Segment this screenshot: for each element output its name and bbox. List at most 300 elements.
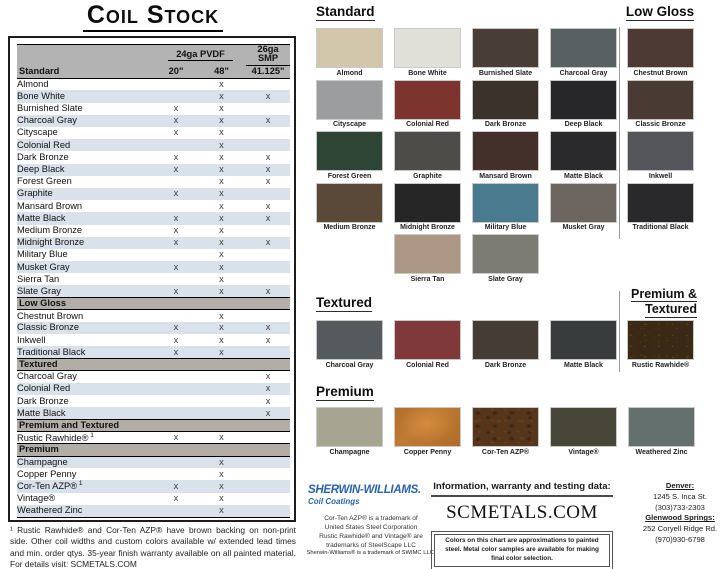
color-name-cell: Cor-Ten AZP® $^1$: [17, 480, 155, 492]
table-row: [17, 90, 290, 102]
table-row: [17, 371, 290, 383]
availability-mark-cell: x: [265, 200, 271, 211]
color-swatch: [472, 407, 539, 447]
color-name-cell: Military Blue: [17, 249, 68, 260]
color-swatch: [550, 320, 617, 360]
page-title-wrap: [8, 1, 298, 32]
availability-mark-cell: x: [246, 407, 290, 419]
availability-mark-cell: x: [246, 285, 290, 297]
color-swatch: [472, 234, 539, 274]
availability-mark-cell: [246, 432, 290, 444]
swatch-cell: [472, 234, 539, 283]
availability-mark-cell: x: [173, 103, 179, 114]
table-row: [17, 407, 290, 419]
swatch-cell: [394, 407, 461, 456]
location-city: Glenwood Springs:: [645, 513, 715, 523]
color-swatch: [394, 234, 461, 274]
availability-mark-cell: x: [155, 188, 197, 200]
color-swatch: [316, 131, 383, 171]
availability-mark-cell: [155, 90, 197, 102]
availability-mark-cell: [155, 371, 197, 383]
availability-mark-cell: x: [197, 261, 246, 273]
color-swatch: [394, 320, 461, 360]
swatch-label: Colonial Red: [406, 121, 449, 128]
color-swatch: [627, 131, 694, 171]
availability-mark-cell: x: [219, 468, 224, 479]
color-disclaimer-box: Colors on this chart are approximations to painted steel. Metal color samples are available for making final color selection.: [431, 531, 613, 569]
availability-mark-cell: x: [246, 383, 290, 395]
availability-mark-cell: [197, 383, 246, 395]
availability-mark-cell: x: [155, 285, 197, 297]
table-row: [17, 127, 290, 139]
color-name-cell: Bone White: [17, 90, 155, 102]
section-heading-low-gloss: Low Gloss: [625, 4, 695, 19]
swatch-cell: [472, 80, 539, 129]
availability-mark-cell: x: [155, 115, 197, 127]
color-swatch: [472, 131, 539, 171]
swatch-cell: [316, 320, 383, 369]
table-row: [17, 432, 290, 444]
swatch-cell: [627, 80, 694, 129]
swatch-label: Almond: [336, 69, 363, 77]
availability-mark-cell: x: [197, 237, 246, 249]
availability-mark-cell: [197, 371, 246, 383]
availability-mark-cell: x: [155, 237, 197, 249]
color-name-cell: Classic Bronze: [17, 322, 155, 334]
swatch-label: Dark Bronze: [484, 121, 527, 128]
swatch-cell: [550, 320, 617, 369]
swatch-label: Cityscape: [332, 121, 367, 128]
availability-mark-cell: [246, 346, 290, 358]
swatch-cell: [550, 131, 617, 180]
color-swatch: [316, 407, 383, 447]
swatch-label: Charcoal Gray: [559, 69, 608, 77]
swatch-label: Weathered Zinc: [635, 448, 688, 456]
swatch-cell: [394, 183, 461, 232]
location-address: 1245 S. Inca St.: [652, 491, 708, 501]
swatch-cell: [472, 407, 539, 456]
swatch-cell: [472, 28, 539, 77]
availability-mark-cell: x: [265, 334, 271, 345]
swatch-label: Dark Bronze: [484, 361, 527, 369]
table-row: [17, 505, 290, 517]
table-section-row: Low Gloss: [17, 298, 290, 310]
swatch-label: Deep Black: [564, 121, 603, 128]
section-heading-premium-textured: Premium & Textured: [631, 287, 697, 317]
availability-mark-cell: [246, 188, 290, 200]
availability-mark-cell: [246, 127, 290, 139]
availability-mark-cell: x: [219, 249, 224, 260]
availability-mark-cell: x: [155, 322, 197, 334]
premium-swatch-grid: [316, 407, 695, 456]
availability-mark-cell: x: [197, 505, 246, 517]
section-header-standard: Standard: [17, 66, 155, 78]
width-header-41: 41.125": [246, 66, 290, 78]
availability-mark-cell: [246, 78, 290, 90]
color-swatch: [627, 80, 694, 120]
footnote-text: ¹ Rustic Rawhide® and Cor-Ten AZP® have brown backing on non-print side. Other coil widths and custom colors available w/ extended lead times and min. order qtys. 35-year finish warranty available on all painted material. For details visit: SCMETALS.COM: [10, 525, 296, 569]
swatch-cell: [550, 407, 617, 456]
vertical-divider: [619, 27, 620, 239]
availability-mark-cell: x: [246, 115, 290, 127]
color-name-cell: Traditional Black: [17, 346, 155, 358]
swatch-label: Forest Green: [327, 172, 372, 180]
group-header-pvdf: 24ga PVDF: [155, 45, 246, 67]
color-swatch: [394, 407, 461, 447]
availability-mark-cell: x: [197, 188, 246, 200]
swatch-label: Graphite: [413, 172, 442, 180]
swatch-cell: [472, 320, 539, 369]
locations-block: [640, 481, 720, 546]
availability-mark-cell: x: [265, 395, 271, 406]
availability-mark-cell: x: [155, 212, 197, 224]
availability-mark-cell: x: [197, 456, 246, 468]
color-name-cell: Colonial Red: [17, 383, 155, 395]
color-swatch: [472, 320, 539, 360]
table-row: [17, 480, 290, 492]
swatch-cell: [627, 28, 694, 77]
availability-mark-cell: x: [155, 346, 197, 358]
table-row: [17, 237, 290, 249]
location-denver: [640, 481, 720, 513]
swatch-label: Classic Bronze: [635, 121, 686, 128]
color-name-cell: Inkwell: [17, 334, 46, 345]
color-name-cell: Chestnut Brown: [17, 310, 84, 321]
availability-mark-cell: [246, 480, 290, 492]
availability-mark-cell: x: [219, 103, 224, 114]
color-swatch: [550, 183, 617, 223]
color-swatch: [316, 320, 383, 360]
availability-mark-cell: x: [197, 346, 246, 358]
color-name-cell: Colonial Red: [17, 139, 155, 151]
swatch-cell: [316, 183, 383, 232]
availability-mark-cell: x: [265, 371, 271, 382]
availability-mark-cell: [246, 310, 290, 322]
swatch-cell: [316, 131, 383, 180]
color-name-cell: Champagne: [17, 456, 155, 468]
location-address: 252 Coryell Ridge Rd.: [642, 524, 718, 534]
location-glenwood-springs: [640, 513, 720, 545]
availability-mark-cell: x: [173, 334, 179, 345]
color-name-cell: Forest Green: [17, 176, 72, 187]
table-group-header-row: [17, 45, 290, 67]
location-phone: (970)930-6798: [655, 534, 705, 544]
table-row: [17, 225, 290, 237]
table-row: [17, 249, 290, 261]
table-row: [17, 212, 290, 224]
swimc-trademark-line: Sherwin-Williams® is a trademark of SWIMC LLC.: [306, 550, 436, 556]
availability-mark-cell: x: [219, 310, 224, 321]
availability-mark-cell: x: [265, 151, 271, 162]
color-name-cell: Charcoal Gray: [17, 115, 155, 127]
availability-mark-cell: [155, 505, 197, 517]
swatch-cell: [472, 183, 539, 232]
vertical-divider: [619, 291, 620, 372]
availability-mark-cell: x: [155, 261, 197, 273]
swatch-label: Cor-Ten AZP®: [481, 448, 530, 456]
swatch-label: Matte Black: [564, 361, 603, 369]
color-name-cell: Matte Black: [17, 407, 155, 419]
availability-mark-cell: [155, 407, 197, 419]
availability-mark-cell: [246, 103, 290, 115]
location-city: Denver:: [665, 481, 695, 490]
color-name-cell: Deep Black: [17, 164, 155, 176]
availability-mark-cell: x: [219, 151, 224, 162]
color-swatch: [627, 183, 694, 223]
availability-mark-cell: [155, 273, 197, 285]
availability-mark-cell: [155, 78, 197, 90]
swatch-label: Medium Bronze: [323, 224, 376, 231]
swatch-cell: [394, 80, 461, 129]
availability-mark-cell: [155, 139, 197, 151]
page-title: Coil Stock: [83, 1, 223, 32]
availability-mark-cell: [246, 505, 290, 517]
swatch-cell: [316, 407, 383, 456]
table-section-row: Textured: [17, 359, 290, 371]
table-row: [17, 395, 290, 407]
sherwin-williams-logo: [308, 484, 436, 506]
color-name-cell: Dark Bronze: [17, 151, 69, 162]
availability-mark-cell: x: [219, 334, 224, 345]
availability-mark-cell: x: [197, 285, 246, 297]
table-section-row: Premium and Textured: [17, 420, 290, 432]
color-swatch: [316, 28, 383, 68]
swatch-label: Midnight Bronze: [400, 224, 455, 231]
availability-mark-cell: [155, 456, 197, 468]
swatch-label: Matte Black: [564, 172, 603, 180]
swatch-label: Colonial Red: [406, 361, 449, 369]
info-block: [431, 481, 613, 569]
availability-mark-cell: [246, 456, 290, 468]
swatch-label: Rustic Rawhide®: [631, 361, 690, 369]
availability-mark-cell: x: [197, 164, 246, 176]
empty-header-cell: [17, 45, 155, 67]
availability-mark-cell: x: [219, 200, 224, 211]
availability-table: [17, 44, 290, 518]
color-swatch: [627, 28, 694, 68]
group-header-smp: 26ga SMP: [246, 45, 290, 67]
width-header-48: 48": [197, 66, 246, 78]
availability-mark-cell: x: [197, 115, 246, 127]
availability-mark-cell: [197, 395, 246, 407]
color-name-cell: Vintage®: [17, 493, 56, 504]
trademark-notice: Cor-Ten AZP® is a trademark of United States Steel Corporation Rustic Rawhide® and Vintage® are trademarks of SteelScape LLC: [319, 515, 423, 549]
color-swatch: [550, 131, 617, 171]
swatch-label: Slate Gray: [488, 275, 523, 283]
availability-mark-cell: [155, 200, 197, 212]
table-row: [17, 188, 290, 200]
color-swatch: [628, 407, 695, 447]
availability-mark-cell: x: [173, 432, 179, 443]
color-swatch: [394, 28, 461, 68]
table-row: [17, 456, 290, 468]
availability-mark-cell: [155, 176, 197, 188]
swatch-label: Traditional Black: [632, 224, 689, 231]
color-name-cell: Medium Bronze: [17, 224, 83, 235]
swatch-label: Sierra Tan: [410, 275, 445, 283]
availability-mark-cell: x: [219, 493, 224, 504]
color-name-cell: Weathered Zinc: [17, 505, 155, 517]
availability-mark-cell: x: [173, 493, 179, 504]
swatch-cell: [627, 183, 694, 232]
color-name-cell: Rustic Rawhide® $^1$: [17, 431, 94, 443]
swatch-cell: [628, 407, 695, 456]
swatch-label: Champagne: [329, 448, 370, 456]
table-row: [17, 151, 290, 163]
table-row: [17, 285, 290, 297]
info-heading: Information, warranty and testing data:: [431, 481, 613, 497]
color-swatch: [472, 80, 539, 120]
table-row: [17, 176, 290, 188]
swatch-label: Musket Gray: [562, 224, 605, 231]
availability-mark-cell: x: [155, 480, 197, 492]
swatch-label: Inkwell: [648, 172, 673, 180]
width-header-20: 20": [155, 66, 197, 78]
swatch-cell: [550, 80, 617, 129]
swatch-label: Chestnut Brown: [633, 69, 688, 77]
swatch-cell: [627, 131, 694, 180]
swatch-cell: [394, 234, 461, 283]
color-name-cell: Matte Black: [17, 212, 155, 224]
logo-subtitle: Coil Coatings: [308, 497, 360, 506]
color-name-cell: Burnished Slate: [17, 103, 83, 114]
swatch-label: Copper Penny: [403, 448, 452, 456]
premium-textured-swatch-grid: [627, 320, 694, 369]
table-row: [17, 383, 290, 395]
availability-mark-cell: x: [246, 212, 290, 224]
availability-mark-cell: x: [219, 127, 224, 138]
availability-mark-cell: [246, 273, 290, 285]
availability-mark-cell: x: [265, 176, 271, 187]
table-row: [17, 273, 290, 285]
availability-mark-cell: [246, 139, 290, 151]
color-name-cell: Midnight Bronze: [17, 237, 155, 249]
color-name-cell: Dark Bronze: [17, 395, 69, 406]
table-row: [17, 164, 290, 176]
availability-mark-cell: x: [219, 273, 224, 284]
availability-mark-cell: x: [197, 480, 246, 492]
coil-table-body: [17, 45, 290, 518]
availability-mark-cell: [155, 310, 197, 322]
swatch-cell: [316, 80, 383, 129]
swatch-cell: [394, 320, 461, 369]
availability-mark-cell: x: [219, 432, 224, 443]
table-row: [17, 468, 290, 480]
availability-mark-cell: [155, 468, 197, 480]
availability-mark-cell: x: [173, 127, 179, 138]
availability-mark-cell: [246, 225, 290, 237]
color-name-cell: Mansard Brown: [17, 200, 83, 211]
color-swatch: [472, 183, 539, 223]
section-heading-textured: Textured: [316, 295, 373, 310]
color-swatch: [394, 131, 461, 171]
table-row: [17, 139, 290, 151]
availability-mark-cell: x: [219, 224, 224, 235]
color-name-cell: Almond: [17, 78, 49, 89]
availability-mark-cell: x: [197, 90, 246, 102]
color-name-cell: Cityscape: [17, 127, 58, 138]
standard-swatch-grid: [316, 28, 617, 283]
swatch-cell: [472, 131, 539, 180]
swatch-cell: [316, 28, 383, 77]
availability-mark-cell: x: [246, 164, 290, 176]
color-swatch: [394, 183, 461, 223]
table-row: [17, 200, 290, 212]
color-swatch: [627, 320, 694, 360]
table-row: [17, 310, 290, 322]
availability-mark-cell: [246, 468, 290, 480]
availability-mark-cell: x: [155, 164, 197, 176]
textured-swatch-grid: [316, 320, 617, 369]
table-row: [17, 261, 290, 273]
availability-mark-cell: x: [197, 322, 246, 334]
availability-mark-cell: x: [173, 151, 179, 162]
table-row: [17, 322, 290, 334]
color-name-cell: Charcoal Gray: [17, 371, 77, 382]
table-section-row: Premium: [17, 444, 290, 456]
color-name-cell: Graphite: [17, 188, 155, 200]
availability-mark-cell: [246, 261, 290, 273]
color-name-cell: Sierra Tan: [17, 273, 60, 284]
availability-mark-cell: [246, 493, 290, 505]
table-row: [17, 115, 290, 127]
availability-mark-cell: x: [197, 212, 246, 224]
availability-mark-cell: [155, 249, 197, 261]
swatch-cell: [627, 320, 694, 369]
table-row: [17, 78, 290, 90]
color-swatch: [550, 80, 617, 120]
color-name-cell: Copper Penny: [17, 468, 77, 479]
availability-mark-cell: [155, 383, 197, 395]
color-name-cell: Slate Gray: [17, 285, 155, 297]
color-swatch: [394, 80, 461, 120]
table-subheader-row: [17, 66, 290, 78]
logo-wordmark: SHERWIN-WILLIAMS.: [308, 484, 421, 496]
availability-table-box: [8, 36, 296, 522]
availability-mark-cell: x: [173, 224, 179, 235]
swatch-label: Burnished Slate: [478, 69, 533, 77]
table-row: [17, 493, 290, 505]
swatch-cell: [550, 28, 617, 77]
section-heading-premium: Premium: [316, 384, 374, 399]
availability-mark-cell: [155, 395, 197, 407]
swatch-label: Bone White: [408, 69, 447, 77]
color-swatch: [316, 80, 383, 120]
availability-mark-cell: x: [219, 176, 224, 187]
website-text: SCMETALS.COM: [446, 502, 598, 523]
table-row: [17, 346, 290, 358]
swatch-label: Mansard Brown: [479, 172, 532, 180]
color-swatch: [550, 407, 617, 447]
swatch-cell: [550, 183, 617, 232]
table-row: [17, 334, 290, 346]
availability-mark-cell: x: [246, 322, 290, 334]
availability-mark-cell: x: [246, 237, 290, 249]
color-swatch: [550, 28, 617, 68]
availability-mark-cell: x: [197, 139, 246, 151]
low-gloss-swatch-grid: [627, 28, 694, 231]
section-heading-standard: Standard: [316, 4, 375, 19]
color-name-cell: Musket Gray: [17, 261, 155, 273]
availability-mark-cell: [246, 249, 290, 261]
table-row: [17, 103, 290, 115]
availability-mark-cell: x: [219, 78, 224, 89]
availability-mark-cell: [197, 407, 246, 419]
swatch-cell: [394, 28, 461, 77]
location-phone: (303)733-2303: [655, 502, 705, 512]
color-swatch: [316, 183, 383, 223]
color-swatch: [472, 28, 539, 68]
